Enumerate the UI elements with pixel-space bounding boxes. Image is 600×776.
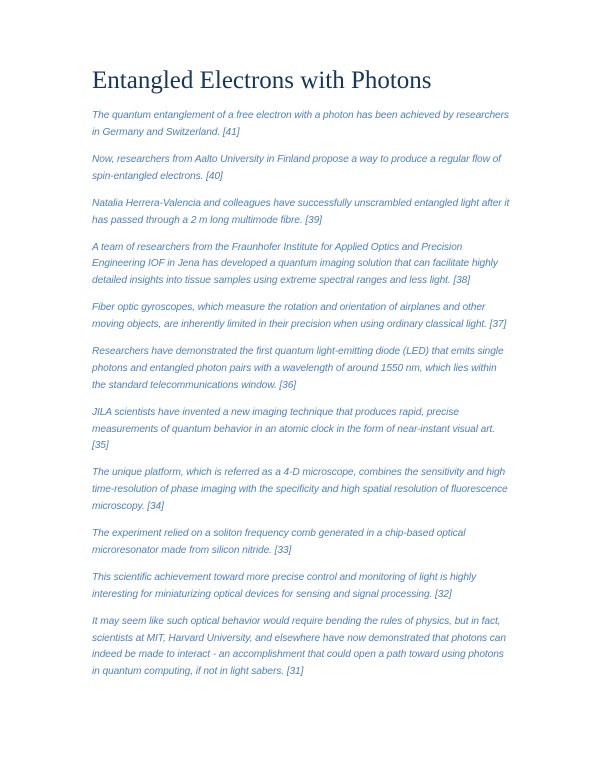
paragraph-33: The experiment relied on a soliton frequency comb generated in a chip-based optical microresonator made from silicon nitride. [33] <box>92 528 466 556</box>
paragraph-38: A team of researchers from the Fraunhofer Institute for Applied Optics and Precision Engineering IOF in Jena has developed a quantum imaging solution that can facilitate highly detailed insights into tissue samples using extreme spectral ranges and less light. [38] <box>92 241 498 287</box>
abstract-list <box>92 108 510 691</box>
page-title: Entangled Electrons with Photons <box>92 67 432 94</box>
paragraph-39: Natalia Herrera-Valencia and colleagues have successfully unscrambled entangled light after it has passed through a 2 m long multimode fibre. [39] <box>92 197 510 226</box>
paragraph-32: This scientific achievement toward more precise control and monitoring of light is highly interesting for miniaturizing optical devices for sensing and signal processing. [32] <box>92 571 477 600</box>
paragraph-41: The quantum entanglement of a free electron with a photon has been achieved by researchers in Germany and Switzerland. [41] <box>92 110 509 138</box>
paragraph-31: It may seem like such optical behavior would require bending the rules of physics, but in fact, scientists at MIT, Harvard University, and elsewhere have now demonstrated that photons can indeed be made to interact - an accomplishment that could open a path toward using photons in quantum computing, if not in light sabers. [31] <box>92 615 506 677</box>
paragraph-37: Fiber optic gyroscopes, which measure the rotation and orientation of airplanes and other moving objects, are inherently limited in their precision when using ordinary classical light. [37] <box>92 302 507 331</box>
paragraph-40: Now, researchers from Aalto University in Finland propose a way to produce a regular flow of spin-entangled electrons. [40] <box>92 153 501 182</box>
paragraph-34: The unique platform, which is referred as a 4-D microscope, combines the sensitivity and high time-resolution of phase imaging with the specificity and high spatial resolution of fluorescence microscopy. [34] <box>92 467 508 512</box>
paragraph-35: JILA scientists have invented a new imaging technique that produces rapid, precise measurements of quantum behavior in an atomic clock in the form of near-instant visual art. [35] <box>92 406 495 452</box>
paragraph-36: Researchers have demonstrated the first quantum light-emitting diode (LED) that emits single photons and entangled photon pairs with a wavelength of around 1550 nm, which lies within the standard telecommunications window. [36] <box>92 346 504 391</box>
